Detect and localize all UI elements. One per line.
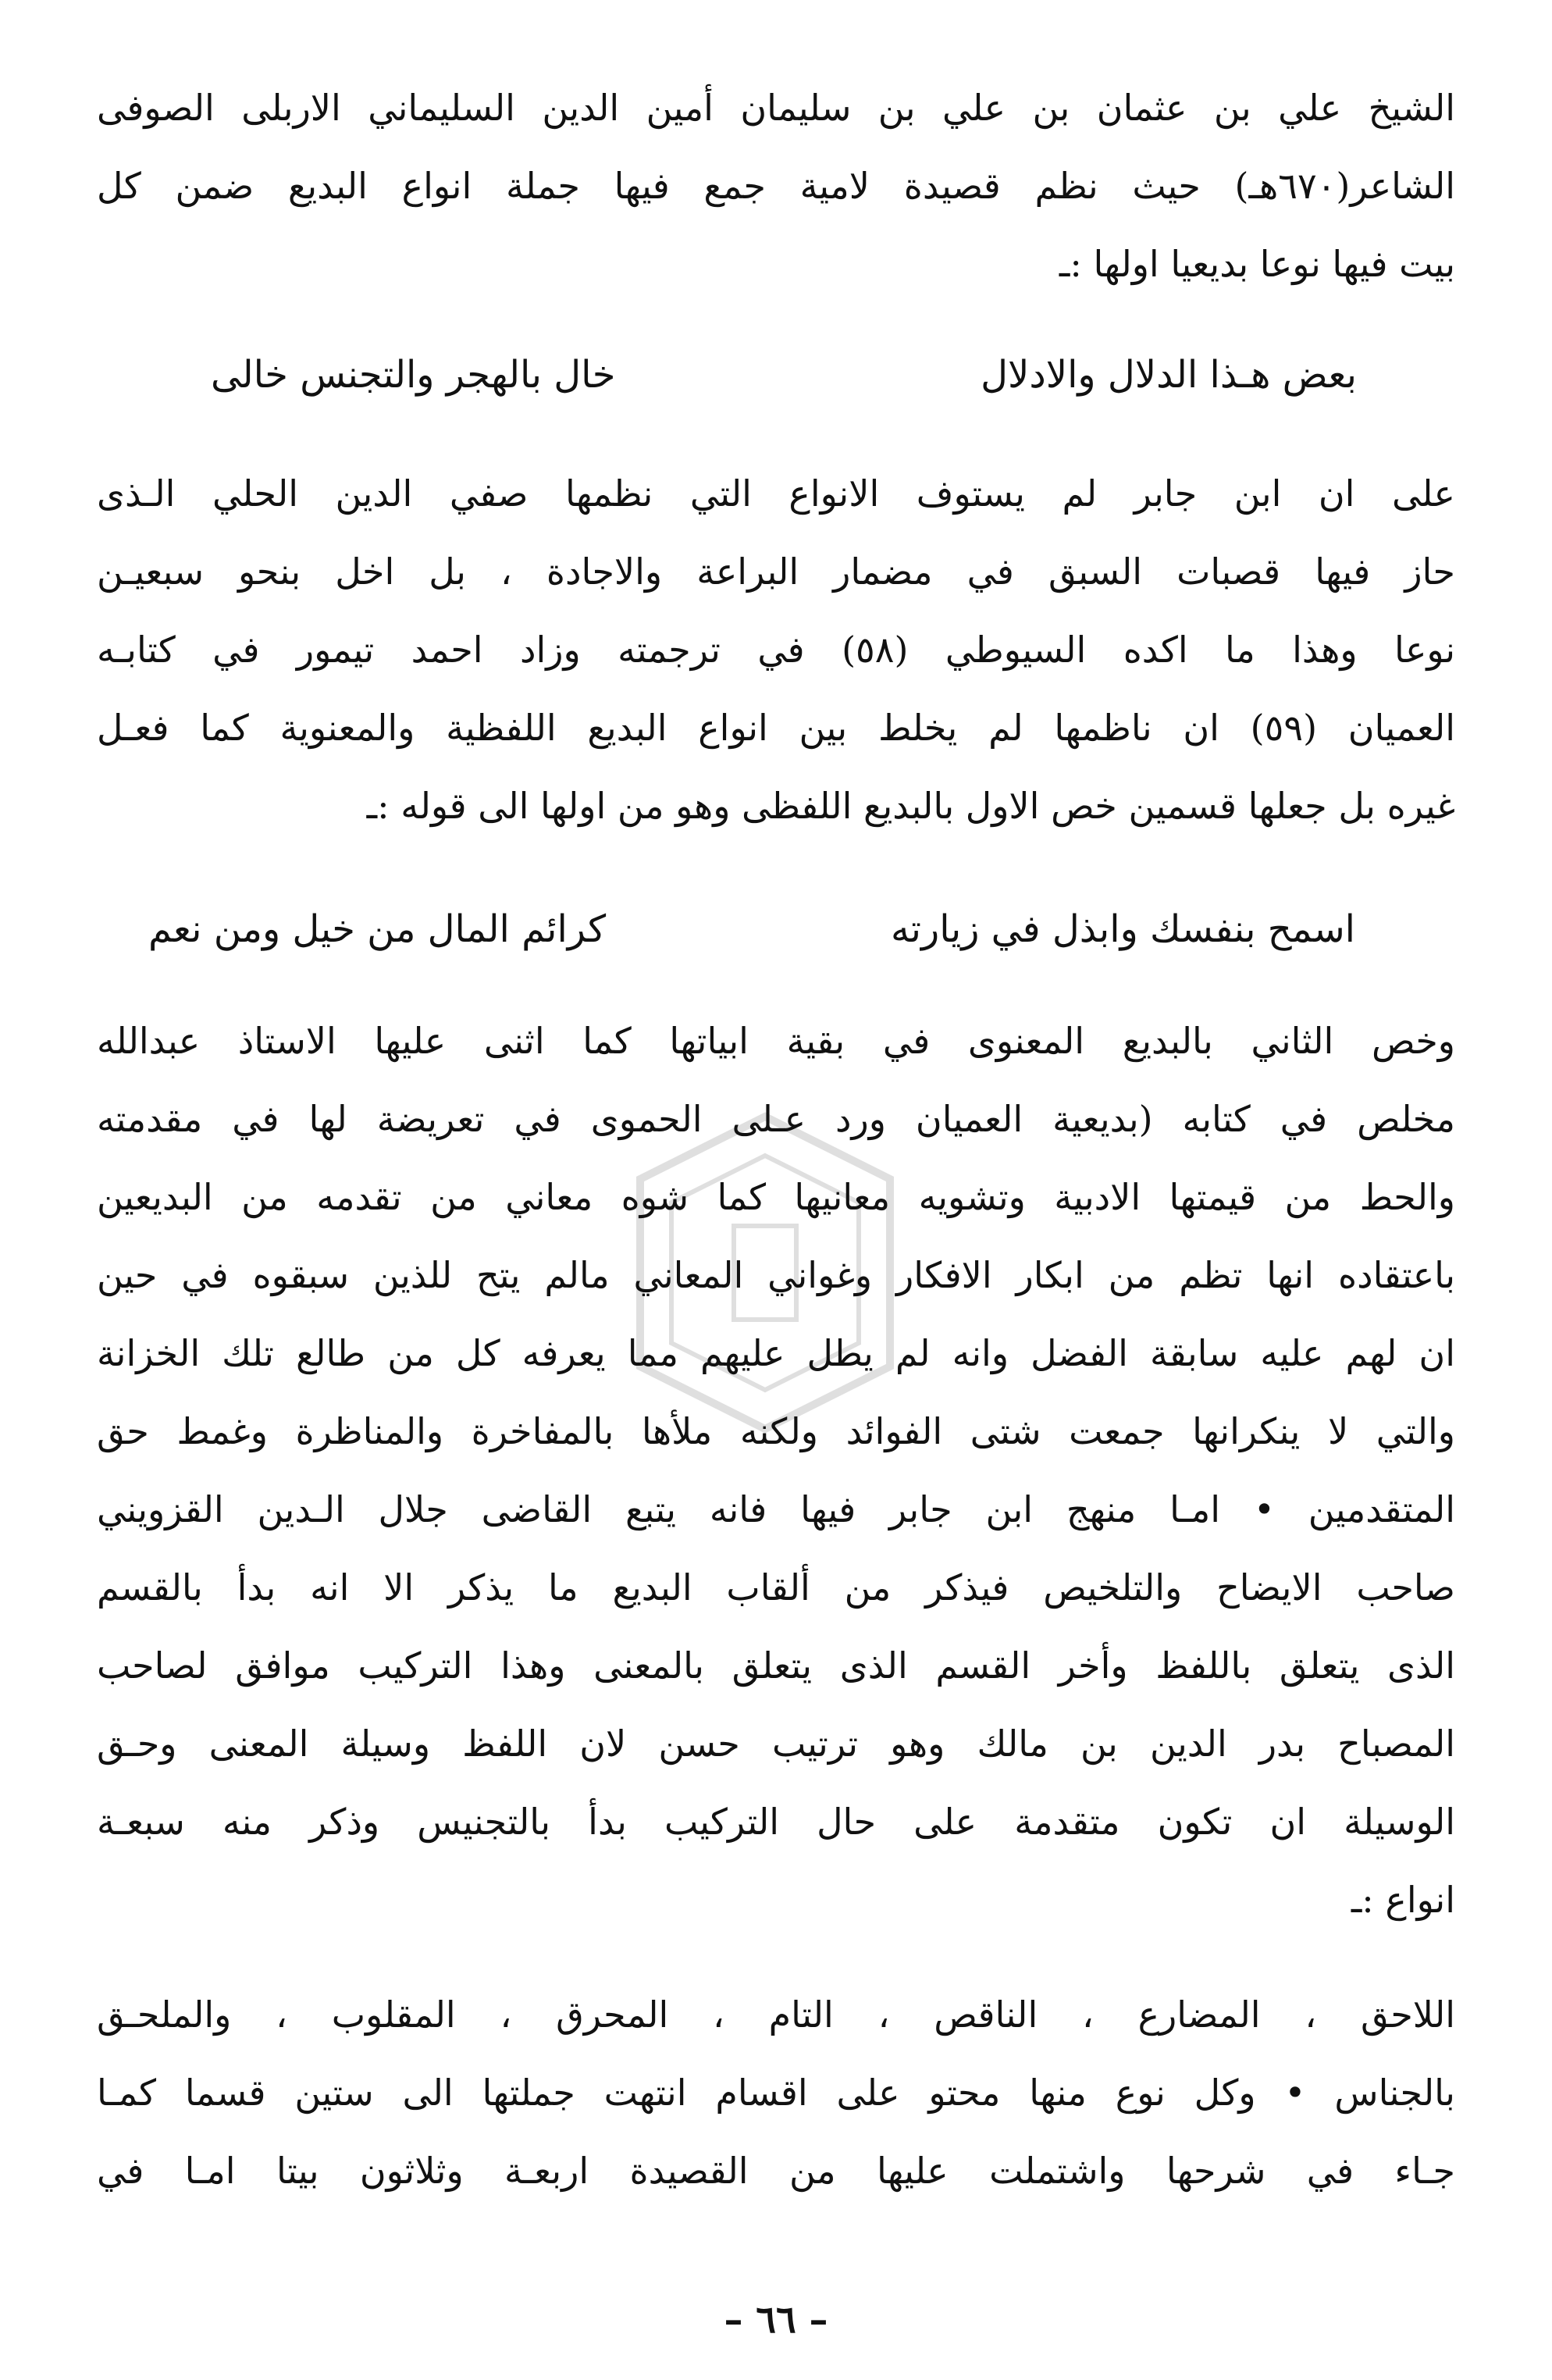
text-line: جـاء في شرحها واشتملت عليها من القصيدة اربعـة وثلاثون بيتا امـا في	[97, 2150, 1455, 2192]
paragraph-1	[97, 69, 1455, 303]
text-line: حاز فيها قصبات السبق في مضمار البراعة والاجادة ، بل اخل بنحو سبعيـن	[97, 550, 1455, 593]
paragraph-2	[97, 454, 1455, 845]
text-line: الوسيلة ان تكون متقدمة على حال التركيب بدأ بالتجنيس وذكر منه سبعـة	[97, 1801, 1455, 1843]
text-line: الشاعر(٦٧٠هـ) حيث نظم قصيدة لامية جمع فيها جملة انواع البديع ضمن كل	[97, 165, 1455, 207]
text-line: والحط من قيمتها الادبية وتشويه معانيها كما شوه معاني من تقدمه من البديعين	[97, 1176, 1455, 1218]
verse-1-first-hemistich: بعض هـذا الدلال والادلال	[981, 353, 1357, 397]
text-line: صاحب الايضاح والتلخيص فيذكر من ألقاب البديع ما يذكر الا انه بدأ بالقسم	[97, 1566, 1455, 1609]
text-line: العميان (٥٩) ان ناظمها لم يخلط بين انواع البديع اللفظية والمعنوية كما فعـل	[97, 707, 1455, 749]
text-line: مخلص في كتابه (بديعية العميان ورد عـلى الحموى في تعريضة لها في مقدمته	[97, 1098, 1455, 1140]
text-line: اللاحق ، المضارع ، الناقص ، التام ، المحرق ، المقلوب ، والملحـق	[97, 1993, 1455, 2036]
text-line: انواع :ـ	[1351, 1879, 1455, 1921]
text-line: نوعا وهذا ما اكده السيوطي (٥٨) في ترجمته وزاد احمد تيمور في كتابـه	[97, 629, 1455, 671]
text-line: الذى يتعلق باللفظ وأخر القسم الذى يتعلق بالمعنى وهذا التركيب موافق لصاحب	[97, 1644, 1455, 1687]
text-line: بالجناس • وكل نوع منها محتو على اقسام انتهت جملتها الى ستين قسما كمـا	[97, 2072, 1455, 2114]
paragraph-3	[97, 1002, 1455, 1939]
page-number: – ٦٦ –	[724, 2298, 828, 2342]
text-line: المتقدمين • امـا منهج ابن جابر فيها فانه يتبع القاضى جلال الـدين القزويني	[97, 1488, 1455, 1530]
verse-1-second-hemistich: خال بالهجر والتجنس خالى	[211, 353, 616, 397]
text-line: باعتقاده انها تظم من ابكار الافكار وغواني المعاني مالم يتح للذين سبقوه في حين	[97, 1254, 1455, 1296]
text-line: الشيخ علي بن عثمان بن علي بن سليمان أمين الدين السليماني الاربلى الصوفى	[97, 87, 1455, 129]
verse-2-second-hemistich: كرائم المال من خيل ومن نعم	[148, 907, 607, 951]
text-line: المصباح بدر الدين بن مالك وهو ترتيب حسن لان اللفظ وسيلة المعنى وحـق	[97, 1723, 1455, 1765]
text-line: ان لهم عليه سابقة الفضل وانه لم يطل عليهم مما يعرفه كل من طالع تلك الخزانة	[97, 1332, 1455, 1374]
text-line: والتي لا ينكرانها جمعت شتى الفوائد ولكنه ملأها بالمفاخرة والمناظرة وغمط حق	[97, 1410, 1455, 1452]
verse-2-first-hemistich: اسمح بنفسك وابذل في زيارته	[890, 907, 1355, 951]
text-line: وخص الثاني بالبديع المعنوى في بقية ابياتها كما اثنى عليها الاستاذ عبدالله	[97, 1020, 1455, 1062]
text-line: على ان ابن جابر لم يستوف الانواع التي نظمها صفي الدين الحلي الـذى	[97, 472, 1455, 515]
text-line: بيت فيها نوعا بديعيا اولها :ـ	[1059, 243, 1455, 285]
text-line: غيره بل جعلها قسمين خص الاول بالبديع اللفظى وهو من اولها الى قوله :ـ	[366, 785, 1455, 827]
paragraph-4	[97, 1976, 1455, 2210]
